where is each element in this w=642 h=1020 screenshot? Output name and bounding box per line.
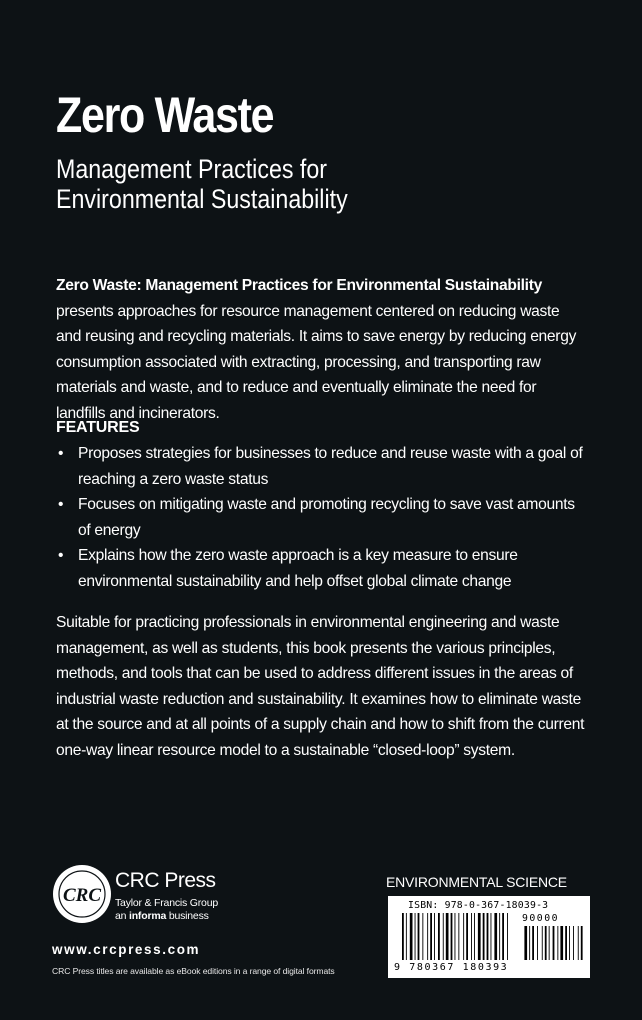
barcode-bar	[466, 913, 468, 960]
barcode-bar	[455, 913, 456, 960]
intro-bold-title: Zero Waste: Management Practices for Environmental Sustainability	[56, 277, 542, 294]
barcode-bar	[430, 913, 432, 960]
crc-logo-icon	[52, 864, 112, 924]
feature-item	[56, 492, 586, 543]
barcode-bar	[491, 913, 492, 960]
barcode-bar	[487, 913, 489, 960]
isbn-number: ISBN: 978-0-367-18039-3	[408, 900, 549, 911]
publisher-website[interactable]: www.crcpress.com	[52, 942, 201, 957]
barcode-bar	[406, 913, 407, 960]
ean-number: 9 780367 180393	[394, 962, 509, 973]
barcode-bar	[451, 913, 453, 960]
barcode-bar	[553, 926, 555, 960]
barcode-bar	[402, 913, 404, 960]
business-prefix: an	[115, 910, 129, 922]
feature-text: Proposes strategies for businesses to reduce and reuse waste with a goal of reaching a zero waste status	[78, 445, 583, 488]
price-code: 90000	[522, 913, 559, 924]
feature-item	[56, 441, 586, 492]
closing-paragraph: Suitable for practicing professionals in environmental engineering and waste management, as well as students, this book presents the various principles, methods, and tools that can be used to address different issues in the areas of industrial waste reduction and sustainability. It examines how to eliminate waste at the source and at all points of a supply chain and how to shift from the current one-way linear resource model to a sustainable “closed-loop” system.	[56, 614, 585, 759]
subtitle-line-2: Environmental Sustainability	[56, 184, 348, 214]
subject-category: ENVIRONMENTAL SCIENCE	[386, 874, 567, 890]
barcode-bar	[478, 913, 481, 960]
bullet-icon: •	[58, 496, 64, 513]
barcode-bar	[502, 913, 504, 960]
feature-text: Explains how the zero waste approach is a key measure to ensure environmental sustainability and help offset global climate change	[78, 547, 518, 590]
subtitle-line-1: Management Practices for	[56, 154, 328, 184]
barcode-bar	[446, 913, 449, 960]
barcode-bar	[438, 913, 440, 960]
barcode-bar	[569, 926, 570, 960]
barcode-bar	[422, 913, 423, 960]
barcode-bar	[463, 913, 464, 960]
barcode-bar	[532, 926, 534, 960]
book-title: Zero Waste	[56, 87, 274, 143]
publisher-group	[115, 897, 218, 923]
barcode-bar	[545, 926, 547, 960]
ebook-footnote: CRC Press titles are available as eBook editions in a range of digital formats	[52, 966, 335, 976]
barcode-bar	[418, 913, 420, 960]
book-subtitle	[56, 154, 348, 214]
intro-paragraph	[56, 273, 586, 426]
business-bold: informa	[129, 910, 167, 922]
business-suffix: business	[166, 910, 209, 922]
barcode-bar	[573, 926, 574, 960]
features-heading: FEATURES	[56, 419, 140, 436]
barcode-bar	[499, 913, 500, 960]
publisher-group-name: Taylor & Francis Group	[115, 897, 218, 909]
barcode-bar	[474, 913, 475, 960]
barcode-bar	[434, 913, 435, 960]
barcode-bar	[578, 926, 579, 960]
intro-text: presents approaches for resource management centered on reducing waste and reusing and recycling materials. It aims to save energy by reducing energy consumption associated with extracting, processing, and transporting raw materials and waste, and to reduce and eventually eliminate the need for landfills and incinerators.	[56, 302, 577, 422]
barcode-bar	[537, 926, 538, 960]
features-list	[56, 441, 586, 594]
barcode-label	[388, 896, 590, 978]
barcode-bar	[529, 926, 530, 960]
barcode-bar	[427, 913, 428, 960]
barcode-bar	[557, 926, 558, 960]
bullet-icon: •	[58, 547, 64, 564]
barcode-bar	[410, 913, 413, 960]
logo-text: CRC	[62, 885, 102, 906]
publisher-name: CRC Press	[115, 869, 216, 892]
publisher-business-line	[115, 910, 218, 923]
bullet-icon: •	[58, 445, 64, 462]
feature-item	[56, 543, 586, 594]
barcode-bar	[458, 913, 459, 960]
barcode-bar	[415, 913, 416, 960]
feature-text: Focuses on mitigating waste and promoting recycling to save vast amounts of energy	[78, 496, 575, 539]
barcode-bar	[560, 926, 563, 960]
barcode-bar	[443, 913, 444, 960]
barcode-bar	[471, 913, 472, 960]
barcode-bar	[483, 913, 485, 960]
barcode-bar	[549, 926, 550, 960]
barcode-bar	[507, 913, 508, 960]
barcode-bar	[581, 926, 583, 960]
barcode-bar	[542, 926, 543, 960]
barcode-bar	[524, 926, 527, 960]
barcode-bar	[565, 926, 567, 960]
barcode-bar	[494, 913, 497, 960]
